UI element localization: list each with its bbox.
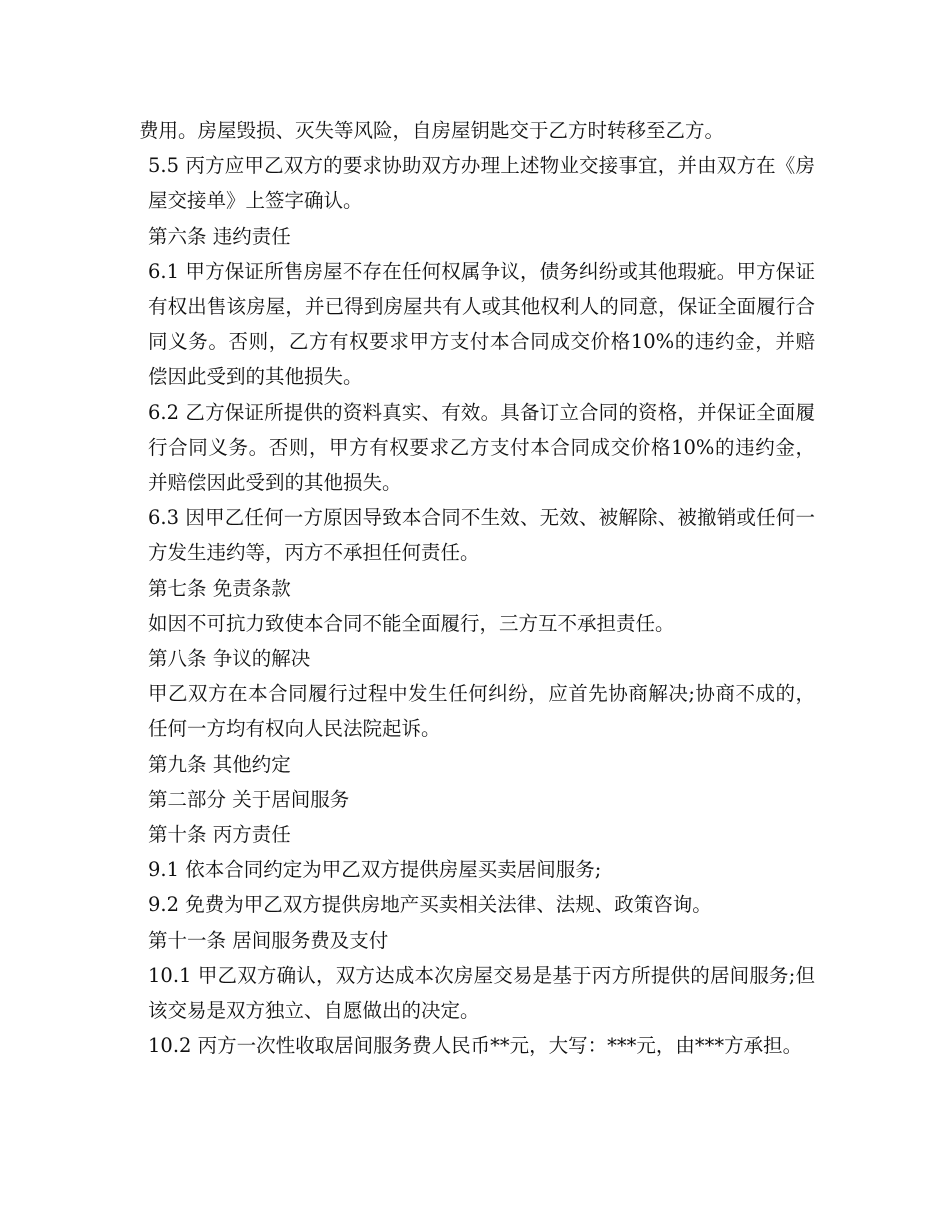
section-heading: 第九条 其他约定 [148,752,291,776]
paragraph: 6.2 乙方保证所提供的资料真实、有效。具备订立合同的资格，并保证全面履行合同义务。否则，甲方有权要求乙方支付本合同成交价格10%的违约金，并赔偿因此受到的其他损失。 [148,400,815,495]
paragraph: 10.2 丙方一次性收取居间服务费人民币**元，大写：***元，由***方承担。 [148,1034,803,1058]
section-heading: 第八条 争议的解决 [148,647,311,671]
paragraph: 9.2 免费为甲乙双方提供房地产买卖相关法律、法规、政策咨询。 [148,893,712,917]
section-heading: 第六条 违约责任 [148,224,291,248]
section-heading: 第十条 丙方责任 [148,823,291,847]
paragraph: 如因不可抗力致使本合同不能全面履行，三方互不承担责任。 [148,611,675,635]
paragraph: 6.1 甲方保证所售房屋不存在任何权属争议，债务纠纷或其他瑕疵。甲方保证有权出售该房屋，并已得到房屋共有人或其他权利人的同意，保证全面履行合同义务。否则，乙方有权要求甲方支付本合同成交价格10%的违约金，并赔偿因此受到的其他损失。 [148,259,815,389]
document-body [139,113,815,1063]
paragraph: 9.1 依本合同约定为甲乙双方提供房屋买卖居间服务; [148,858,602,882]
paragraph: 费用。房屋毁损、灭失等风险，自房屋钥匙交于乙方时转移至乙方。 [139,119,725,142]
paragraph: 甲乙双方在本合同履行过程中发生任何纠纷，应首先协商解决;协商不成的，任何一方均有权向人民法院起诉。 [148,682,815,741]
section-heading: 第七条 免责条款 [148,576,291,600]
paragraph: 5.5 丙方应甲乙双方的要求协助双方办理上述物业交接事宜，并由双方在《房屋交接单》上签字确认。 [148,154,815,213]
section-heading: 第十一条 居间服务费及支付 [148,928,389,952]
part-heading: 第二部分 关于居间服务 [148,787,350,811]
paragraph: 10.1 甲乙双方确认，双方达成本次房屋交易是基于丙方所提供的居间服务;但该交易是双方独立、自愿做出的决定。 [148,963,815,1023]
paragraph: 6.3 因甲乙任何一方原因导致本合同不生效、无效、被解除、被撤销或任何一方发生违约等，丙方不承担任何责任。 [148,506,815,565]
